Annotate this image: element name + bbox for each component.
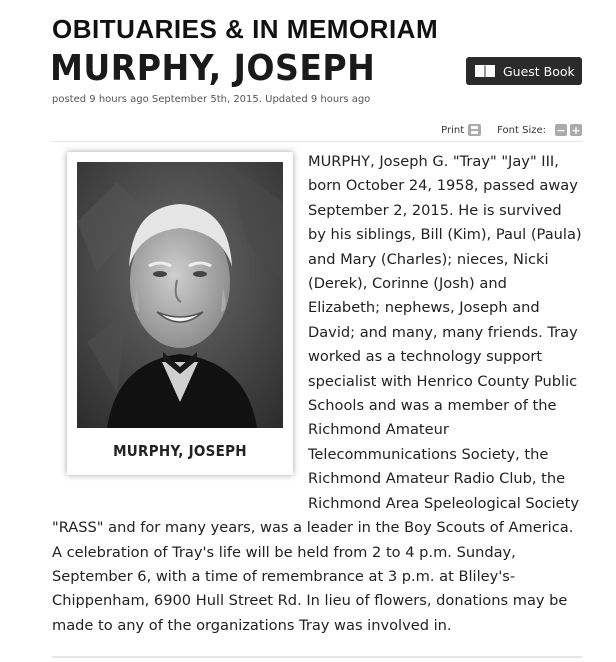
obituary-body [52,150,582,638]
post-meta: posted 9 hours ago September 5th, 2015. Updated 9 hours ago [52,94,371,105]
article-tools [441,124,582,136]
divider [52,141,582,142]
obituary-text: MURPHY, Joseph G. "Tray" "Jay" III, born October 24, 1958, passed away September 2, 2015. He is survived by his siblings, Bill (Kim), Paul (Paula) and Mary (Charles); nieces, Nicki (Derek), Corinne (Josh) and Elizabeth; nephews, Joseph and David; and many, many friends. Tray worked as a technology support specialist with Henrico County Public Schools and was a member of the Richmond Amateur Telecommunications Society, the Richmond Amateur Radio Club, the Richmond Area Speleological Society "RASS" and for many years, was a leader in the Boy Scouts of America. A celebration of Tray's life will be held from 2 to 4 p.m. Sunday, September 6, with a time of remembrance at 3 p.m. at Bliley's-Chippenham, 6900 Hull Street Rd. In lieu of flowers, donations may be made to any of the organizations Tray was involved in. [52,153,582,634]
font-size-decrease-button[interactable]: − [556,123,566,137]
page-title: MURPHY, JOSEPH [50,48,376,89]
photo-caption: MURPHY, JOSEPH [113,442,247,460]
guest-book-button[interactable] [466,57,582,85]
bottom-divider [52,656,582,658]
printer-icon [468,124,481,136]
book-icon [474,63,496,79]
guest-book-label: Guest Book [503,63,575,79]
print-button[interactable] [441,124,481,136]
font-size-increase-button[interactable]: + [571,123,581,137]
font-size-label: Font Size: [497,124,546,136]
section-title: OBITUARIES & IN MEMORIAM [52,14,439,44]
print-label: Print [441,124,465,136]
